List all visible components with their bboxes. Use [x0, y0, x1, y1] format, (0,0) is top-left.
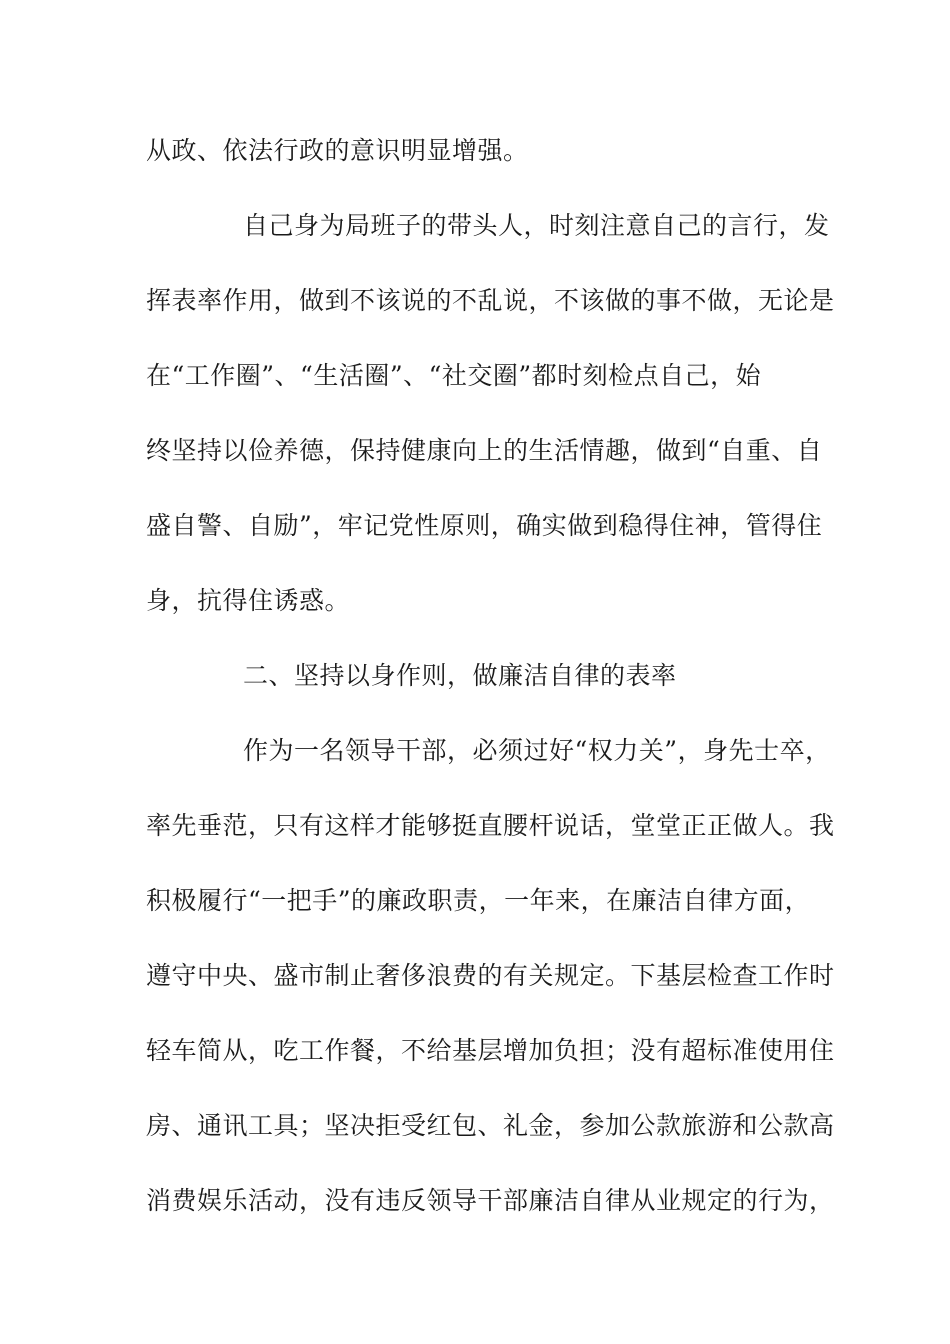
paragraph-line-6: 盛自警、自励”，牢记党性原则，确实做到稳得住神，管得住 — [146, 511, 823, 540]
paragraph-line-4: 在“工作圈”、“生活圈”、“社交圈”都时刻检点自己，始 — [146, 361, 762, 390]
paragraph-line-2: 自己身为局班子的带头人，时刻注意自己的言行，发 — [243, 211, 830, 240]
paragraph-line-7: 身，抗得住诱惑。 — [146, 586, 351, 615]
paragraph-line-9: 作为一名领导干部，必须过好“权力关”，身先士卒， — [243, 736, 831, 765]
paragraph-line-14: 房、通讯工具；坚决拒受红包、礼金，参加公款旅游和公款高 — [146, 1111, 835, 1140]
paragraph-line-1: 从政、依法行政的意识明显增强。 — [146, 136, 529, 165]
paragraph-line-5: 终坚持以俭养德，保持健康向上的生活情趣，做到“自重、自 — [146, 436, 823, 465]
paragraph-line-13: 轻车简从，吃工作餐，不给基层增加负担；没有超标准使用住 — [146, 1036, 835, 1065]
section-heading: 二、坚持以身作则，做廉洁自律的表率 — [243, 661, 677, 690]
paragraph-line-10: 率先垂范，只有这样才能够挺直腰杆说话，堂堂正正做人。我 — [146, 811, 835, 840]
paragraph-line-12: 遵守中央、盛市制止奢侈浪费的有关规定。下基层检查工作时 — [146, 961, 835, 990]
paragraph-line-11: 积极履行“一把手”的廉政职责，一年来，在廉洁自律方面， — [146, 886, 811, 915]
paragraph-line-3: 挥表率作用，做到不该说的不乱说，不该做的事不做，无论是 — [146, 286, 835, 315]
paragraph-line-15: 消费娱乐活动，没有违反领导干部廉洁自律从业规定的行为， — [146, 1186, 835, 1215]
